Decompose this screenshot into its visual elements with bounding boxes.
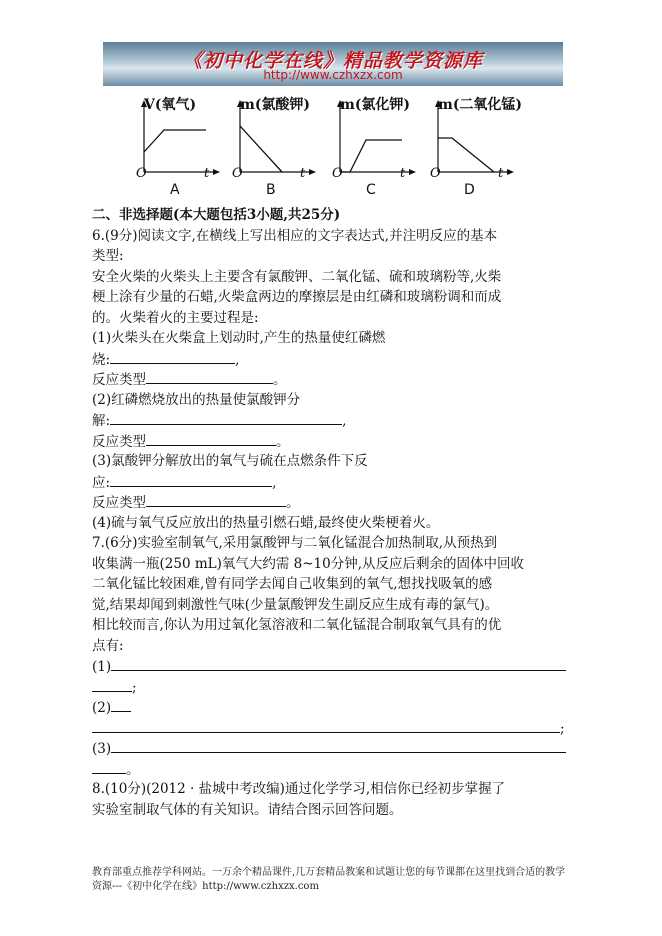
graph-d-curve — [438, 138, 494, 172]
q7-answer-3-period: 。 — [126, 761, 140, 778]
q6-part2-type-label: 反应类型 — [92, 433, 146, 450]
q6-part3-blank[interactable] — [110, 472, 272, 487]
site-title: 《初中化学在线》精品教学资源库 — [182, 50, 483, 72]
q6-part1-type-blank[interactable] — [146, 369, 273, 384]
q7-answer-1-semicolon: ; — [132, 679, 137, 696]
q6-part2-prefix: 解: — [92, 413, 111, 429]
graph-d-letter: D — [464, 182, 475, 198]
q7-answer-2-semicolon: ; — [560, 720, 565, 737]
footer-line-2[interactable]: 资源---《初中化学在线》http://www.czhxzx.com — [92, 881, 319, 892]
q6-part3-answer-row — [92, 472, 582, 493]
graph-d-xlabel: t — [498, 166, 504, 181]
q6-part1-blank[interactable] — [110, 349, 235, 364]
q7-answer-1-label: (1) — [92, 659, 112, 675]
q6-part1-period: 。 — [273, 372, 287, 388]
q6-part1-answer-row — [92, 349, 582, 370]
graph-c-curve — [340, 140, 402, 172]
q6-part3-comma: , — [272, 474, 277, 491]
graph-d-ylabel: m(二氧化锰) — [438, 97, 523, 113]
q6-part3-type-label: 反应类型 — [92, 495, 146, 511]
site-url[interactable]: http://www.czhxzx.com — [263, 68, 403, 82]
q7-answer-1-row — [92, 656, 582, 677]
q6-part2-period: 。 — [276, 433, 290, 450]
graph-d — [430, 90, 523, 200]
q7-answer-3-row-cont — [92, 759, 582, 780]
q6-part2-prompt: (2)红磷燃烧放出的热量使氯酸钾分 — [92, 391, 301, 408]
q7-answer-3-blank[interactable] — [111, 738, 566, 753]
graph-a — [136, 90, 226, 200]
q6-part1-type-label: 反应类型 — [92, 372, 146, 388]
q6-part3-type-blank[interactable] — [146, 492, 286, 507]
q6-part2-answer-row — [92, 410, 582, 431]
graph-c-letter: C — [366, 182, 376, 198]
q7-answer-1-blank-cont[interactable] — [92, 677, 132, 692]
graph-b-ylabel: m(氯酸钾) — [240, 97, 311, 113]
q6-part1-comma: , — [235, 351, 240, 368]
q6-line-2: 类型: — [92, 248, 124, 264]
header-banner — [103, 42, 563, 86]
graph-c-ylabel: m(氯化钾) — [340, 97, 411, 113]
q6-part1-type-row — [92, 369, 582, 390]
q7-answer-2-row-cont — [92, 718, 582, 739]
q7-answer-1-row-cont — [92, 677, 582, 698]
q6-part3-prefix: 应: — [92, 474, 111, 491]
graph-c-xlabel: t — [400, 166, 406, 181]
q7-line-2: 收集满一瓶(250 mL)氧气大约需 8~10分钟,从反应后剩余的固体中回收 — [92, 555, 525, 572]
q7-answer-2-blank-cont[interactable] — [92, 718, 560, 733]
q7-answer-2-blank[interactable] — [111, 697, 131, 712]
q7-line-6: 点有: — [92, 637, 124, 654]
q6-part2-type-blank[interactable] — [146, 431, 276, 446]
graph-b — [232, 90, 322, 200]
q6-part1-prefix: 烧: — [92, 351, 111, 368]
q8-line-2: 实验室制取气体的有关知识。请结合图示回答问题。 — [92, 801, 403, 818]
q7-answer-1-blank[interactable] — [111, 656, 566, 671]
graph-b-curve — [240, 126, 282, 172]
question-text — [92, 205, 582, 820]
q7-line-3: 二氧化锰比较困难,曾有同学去闻自己收集到的氧气,想找找吸氧的感 — [92, 576, 493, 592]
q6-part3-prompt: (3)氯酸钾分解放出的氧气与硫在点燃条件下反 — [92, 453, 368, 469]
q8-line-1: 8.(10分)(2012 · 盐城中考改编)通过化学学习,相信你已经初步掌握了 — [92, 781, 506, 797]
graph-b-origin: O — [232, 166, 243, 181]
q6-line-4: 梗上涂有少量的石蜡,火柴盒两边的摩擦层是由红磷和玻璃粉调和而成 — [92, 289, 502, 305]
q7-answer-3-label: (3) — [92, 741, 112, 757]
q6-part1-prompt: (1)火柴头在火柴盒上划动时,产生的热量使红磷燃 — [92, 330, 386, 346]
q6-line-5: 的。火柴着火的主要过程是: — [92, 309, 259, 326]
q7-answer-2-row — [92, 697, 582, 718]
graph-a-origin: O — [136, 166, 147, 181]
section-heading: 二、非选择题(本大题包括3小题,共25分) — [92, 207, 341, 223]
q7-answer-2-label: (2) — [92, 700, 112, 716]
q6-part2-blank[interactable] — [110, 410, 342, 425]
page-footer — [92, 866, 582, 894]
q6-part3-type-row — [92, 492, 582, 513]
q6-part3-period: 。 — [286, 495, 300, 511]
q7-line-4: 觉,结果却闻到刺激性气味(少量氯酸钾发生副反应生成有毒的氯气)。 — [92, 596, 499, 613]
q6-line-3: 安全火柴的火柴头上主要含有氯酸钾、二氧化锰、硫和玻璃粉等,火柴 — [92, 268, 502, 285]
graph-a-xlabel: t — [204, 166, 210, 181]
footer-line-1: 教育部重点推荐学科网站。一万余个精品课件,几万套精品教案和试题让您的每节课都在这里找到合适的教学 — [92, 867, 566, 878]
graph-a-letter: A — [170, 182, 180, 198]
q6-line-1: 6.(9分)阅读文字,在横线上写出相应的文字表达式,并注明反应的基本 — [92, 227, 498, 244]
q7-answer-3-row — [92, 738, 582, 759]
q6-part2-type-row — [92, 431, 582, 452]
graph-a-curve — [144, 130, 206, 152]
graph-c — [332, 90, 422, 200]
graph-d-origin: O — [430, 166, 441, 181]
q7-line-1: 7.(6分)实验室制氧气,采用氯酸钾与二氧化锰混合加热制取,从预热到 — [92, 535, 498, 551]
q6-part4: (4)硫与氧气反应放出的热量引燃石蜡,最终使火柴梗着火。 — [92, 514, 440, 531]
q7-answer-3-blank-cont[interactable] — [92, 759, 126, 774]
graph-a-ylabel: V(氧气) — [144, 97, 197, 113]
q6-part2-comma: , — [342, 413, 347, 429]
graph-b-xlabel: t — [300, 166, 306, 181]
graph-c-origin: O — [332, 166, 343, 181]
graph-options — [136, 90, 523, 200]
q7-line-5: 相比较而言,你认为用过氧化氢溶液和二氧化锰混合制取氧气具有的优 — [92, 617, 502, 633]
graph-b-letter: B — [266, 182, 276, 198]
